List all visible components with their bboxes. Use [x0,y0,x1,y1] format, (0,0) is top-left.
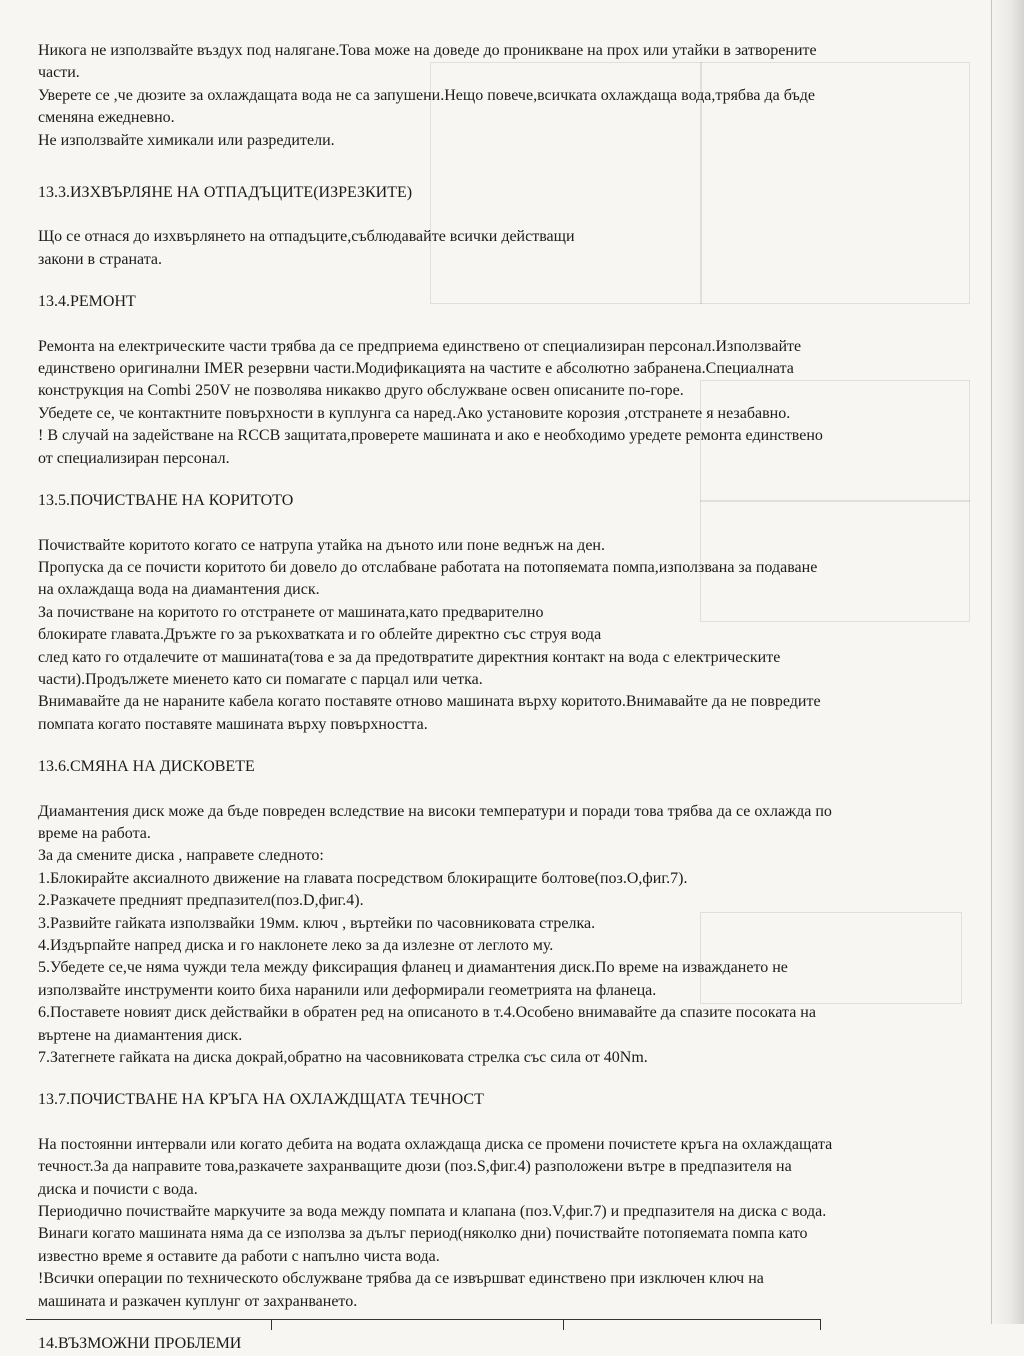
text-line: течност.За да направите това,разкачете захранващите дюзи (поз.S,фиг.4) разположени вътре в предпазителя на [38,1158,792,1176]
text-line: Никога не използвайте въздух под налягане.Това може на доведе до проникване на прох или утайки в затворените [38,42,817,59]
text-line: За да смените диска , направете следното: [38,847,324,865]
section-heading-13-3: 13.3.ИЗХВЪРЛЯНЕ НА ОТПАДЪЦИТЕ(ИЗРЕЗКИТЕ) [38,184,413,202]
text-line: блокирате главата.Дръжте го за ръкохватката и го облейте директно със струя вода [38,626,602,644]
text-line: от специализиран персонал. [38,449,230,467]
text-line: Винаги когато машината няма да се използва за дълъг период(няколко дни) почиствайте потопяемата помпа като [38,1225,808,1243]
table-column-separator [563,1320,564,1330]
text-line: Уверете се ,че дюзите за охлаждащата вода не са запушени.Нещо повече,всичката охлаждаща вода,трябва да бъде [38,86,816,104]
text-line: 4.Издърпайте напред диска и го наклонете леко за да излезне от леглото му. [38,937,554,954]
section-heading-13-6: 13.6.СМЯНА НА ДИСКОВЕТЕ [38,758,255,776]
section-body-13-6 [38,801,968,1070]
text-line: време на работа. [38,824,151,842]
table-column-separator [271,1320,272,1330]
text-line: сменяна ежедневно. [38,109,175,127]
text-line: известно време я оставите да работи с напълно чиста вода. [38,1247,440,1265]
page-edge-line [991,0,992,1324]
text-line: на охлаждаща вода на диамантения диск. [38,581,320,599]
text-line: диска и почисти с вода. [38,1180,198,1198]
text-line: Ремонта на електрическите части трябва да се предприема единствено от специализиран персонал.Използвайте [38,337,802,355]
text-line: 3.Развийте гайката използвайки 19мм. ключ , въртейки по часовниковата стрелка. [38,914,596,932]
problems-table-top-border [26,1319,821,1330]
text-line: Убедете се, че контактните повърхности в куплунга са наред.Ако установите корозия ,отстранете я незабавно. [38,404,791,422]
text-line: части).Продължете миенето като си помагате с парцал или четка. [38,670,483,688]
section-heading-13-5: 13.5.ПОЧИСТВАНЕ НА КОРИТОТО [38,492,294,510]
text-line: използвайте инструменти които биха наранили или деформирали геометрията на фланеца. [38,981,657,999]
page-edge-shadow [990,0,1024,1324]
text-line: единствено оригинални IMER резервни части.Модификацията на частите е абсолютно забранена.Специалната [38,360,794,378]
text-line: Не използвайте химикали или разредители. [38,131,335,149]
text-line: ! В случай на задействане на RCCB защитата,проверете машината и ако е необходимо уредете ремонта единствено [38,427,823,445]
intro-paragraph [38,40,968,152]
text-line: Диамантения диск може да бъде повреден вследствие на високи температури и поради това трябва да се охлажда по [38,802,832,820]
text-line: 5.Убедете се,че няма чужди тела между фиксиращия фланец и диамантения диск.По време на изваждането не [38,959,788,977]
section-heading-13-4: 13.4.РЕМОНТ [38,293,136,311]
section-body-13-4 [38,336,968,470]
text-line: !Всички операции по техническото обслужване трябва да се извършват единствено при изключен ключ на [38,1270,764,1288]
text-line: части. [38,64,80,82]
section-heading-14: 14.ВЪЗМОЖНИ ПРОБЛЕМИ [38,1335,242,1353]
text-line: конструкция на Combi 250V не позволява никакво друго обслужване освен описаните по-горе. [38,382,684,400]
text-line: закони в страната. [38,250,162,268]
section-body-13-5 [38,535,968,737]
text-line: въртене на диамантения диск. [38,1026,243,1044]
text-line: Почиствайте коритото когато се натрупа утайка на дъното или поне веднъж на ден. [38,536,605,554]
table-column-separator [820,1320,821,1330]
text-line: 6.Поставете новият диск действайки в обратен ред на описаното в т.4.Особено внимавайте да спазите посоката на [38,1004,816,1022]
section-body-13-3 [38,226,968,271]
text-line: след като го отдалечите от машината(това е за да предотвратите директния контакт на вода с електрическите [38,648,781,666]
text-line: Периодично почиствайте маркучите за вода между помпата и клапана (поз.V,фиг.7) и предпазителя на диска с вода. [38,1203,827,1221]
text-line: 7.Затегнете гайката на диска докрай,обратно на часовниковата стрелка със сила от 40Nm. [38,1049,648,1067]
text-line: помпата когато поставяте машината върху повърхността. [38,715,428,733]
text-line: 1.Блокирайте аксиалното движение на главата посредством блокиращите болтове(поз.О,фиг.7). [38,869,688,887]
text-line: Пропуска да се почисти коритото би довело до отслабване работата на потопяемата помпа,използвана за подаване [38,558,818,576]
text-line: На постоянни интервали или когато дебита на водата охлаждаща диска се промени почистете кръга на охлаждащата [38,1135,833,1153]
text-line: За почистване на коритото го отстранете от машината,като предварително [38,603,544,621]
text-line: Що се отнася до изхвърлянето на отпадъците,съблюдавайте всички действащи [38,228,575,246]
document-body [38,40,968,1356]
text-line: Внимавайте да не нараните кабела когато поставяте отново машината върху коритото.Внимавайте да не повредите [38,693,821,711]
section-body-13-7 [38,1134,968,1313]
section-heading-13-7: 13.7.ПОЧИСТВАНЕ НА КРЪГА НА ОХЛАЖДЩАТА ТЕЧНОСТ [38,1091,484,1109]
text-line: 2.Разкачете предният предпазител(поз.D,фиг.4). [38,892,364,910]
text-line: машината и разкачен куплунг от захранването. [38,1292,358,1310]
